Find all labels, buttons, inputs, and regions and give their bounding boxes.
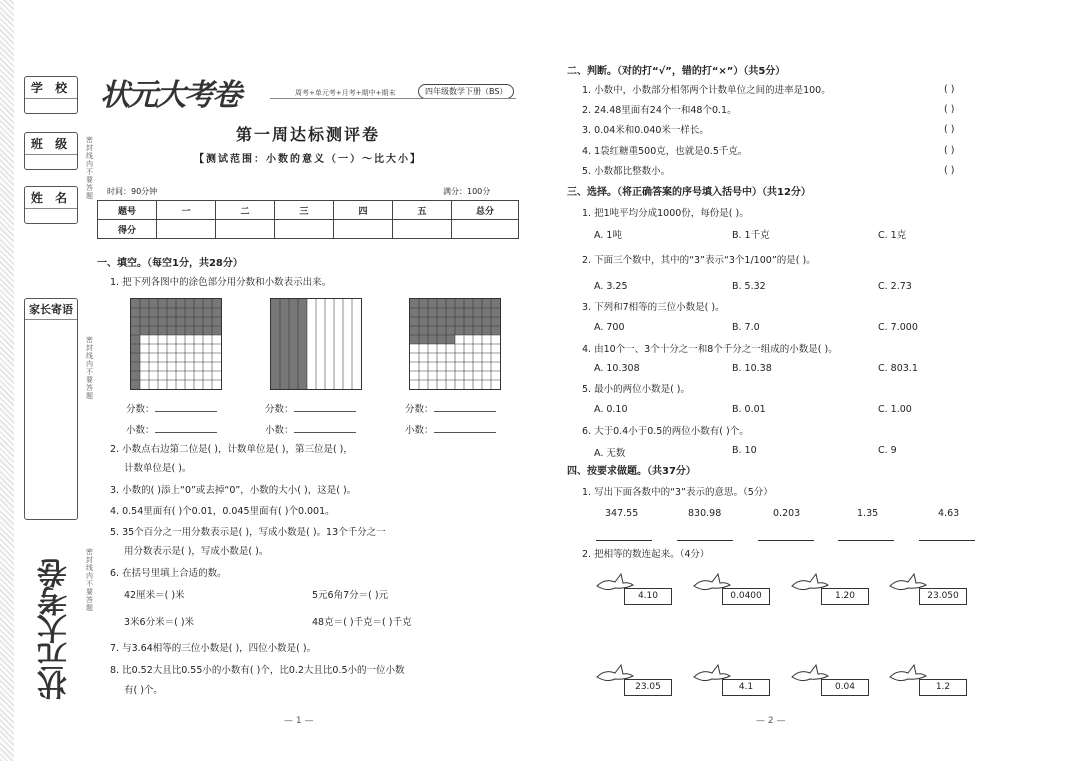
answer-bracket[interactable]: ( )	[944, 145, 955, 156]
seal-line-note: 密封线内不要答题	[86, 548, 93, 612]
judge-item: 3. 0.04米和0.040米一样长。	[582, 125, 709, 136]
answer-line[interactable]	[596, 540, 652, 541]
score-table	[97, 200, 519, 239]
option-a[interactable]: A. 3.25	[594, 281, 628, 292]
number-item: 830.98	[688, 508, 722, 519]
answer-line[interactable]	[434, 423, 496, 433]
question-5: 5. 35个百分之一用分数表示是( )，写成小数是( )。13个千分之一	[110, 527, 386, 538]
judge-item: 1. 小数中，小数部分相邻两个计数单位之间的进率是100。	[582, 85, 831, 96]
question-4: 4. 0.54里面有( )个0.01，0.045里面有( )个0.001。	[110, 506, 335, 517]
option-b[interactable]: B. 0.01	[732, 404, 766, 415]
fraction-label: 分数：	[126, 404, 155, 415]
decimal-field-2[interactable]	[265, 423, 356, 437]
table-cell: 五	[393, 201, 452, 220]
choice-question: 3. 下列和7相等的三位小数是( )。	[582, 302, 725, 313]
answer-line[interactable]	[919, 540, 975, 541]
question-2-cont: 计数单位是( )。	[124, 463, 192, 474]
answer-line[interactable]	[155, 423, 217, 433]
answer-line[interactable]	[155, 402, 217, 412]
table-row	[98, 220, 519, 239]
number-item: 4.63	[938, 508, 960, 519]
fraction-field-2[interactable]	[265, 402, 356, 416]
fraction-label: 分数：	[405, 404, 434, 415]
decorative-stripe	[0, 0, 14, 761]
choice-question: 6. 大于0.4小于0.5的两位小数有( )个。	[582, 426, 749, 437]
decimal-label: 小数：	[265, 425, 294, 436]
score-cell[interactable]	[216, 220, 275, 239]
seal-line-note: 密封线内不要答题	[86, 136, 93, 200]
class-input-line[interactable]	[25, 154, 77, 169]
section-1-title: 一、填空。（每空1分，共28分）	[97, 258, 243, 269]
score-cell[interactable]	[334, 220, 393, 239]
page-title: 第一周达标测评卷	[235, 125, 380, 144]
option-b[interactable]: B. 10	[732, 445, 757, 456]
question-8: 8. 比0.52大且比0.55小的小数有( )个，比0.2大且比0.5小的一位小数	[110, 665, 405, 676]
page-number-1: — 1 —	[284, 716, 314, 726]
number-box[interactable]: 23.05	[624, 679, 672, 696]
choice-question: 4. 由10个一、3个十分之一和8个千分之一组成的小数是( )。	[582, 344, 838, 355]
option-c[interactable]: C. 1克	[878, 230, 907, 241]
judge-item: 5. 小数都比整数小。	[582, 166, 671, 177]
header-divider	[270, 98, 516, 99]
score-cell[interactable]	[157, 220, 216, 239]
option-b[interactable]: B. 7.0	[732, 322, 760, 333]
name-label: 姓 名	[30, 191, 72, 205]
answer-line[interactable]	[758, 540, 814, 541]
answer-line[interactable]	[294, 402, 356, 412]
test-range: 【测试范围：小数的意义（一）～比大小】	[194, 154, 422, 165]
number-box[interactable]: 23.050	[919, 588, 967, 605]
section-2-title: 二、判断。（对的打“√”，错的打“×”）（共5分）	[567, 66, 786, 77]
question-8-cont: 有( )个。	[124, 685, 163, 696]
tagline: 周考+单元考+月考+期中+期末	[295, 89, 396, 97]
fraction-field-3[interactable]	[405, 402, 496, 416]
school-input-line[interactable]	[25, 98, 77, 113]
question-4-1: 1. 写出下面各数中的“3”表示的意思。（5分）	[582, 487, 773, 498]
option-b[interactable]: B. 10.38	[732, 363, 772, 374]
fraction-field-1[interactable]	[126, 402, 217, 416]
class-field[interactable]	[24, 132, 78, 170]
table-cell: 三	[275, 201, 334, 220]
option-c[interactable]: C. 1.00	[878, 404, 912, 415]
question-1: 1. 把下列各图中的涂色部分用分数和小数表示出来。	[110, 277, 332, 288]
option-c[interactable]: C. 803.1	[878, 363, 918, 374]
number-box[interactable]: 1.20	[821, 588, 869, 605]
question-5-cont: 用分数表示是( )，写成小数是( )。	[124, 546, 269, 557]
name-input-line[interactable]	[25, 208, 77, 223]
answer-bracket[interactable]: ( )	[944, 165, 955, 176]
school-label: 学 校	[30, 81, 72, 95]
seal-line-note: 密封线内不要答题	[86, 336, 93, 400]
grade-badge: 四年级数学下册（BS）	[418, 84, 514, 99]
option-a[interactable]: A. 700	[594, 322, 625, 333]
score-cell[interactable]	[393, 220, 452, 239]
option-a[interactable]: A. 10.308	[594, 363, 640, 374]
judge-item: 4. 1袋红糖重500克，也就是0.5千克。	[582, 146, 748, 157]
grid-figure-2	[270, 298, 362, 390]
choice-question: 5. 最小的两位小数是( )。	[582, 384, 691, 395]
answer-bracket[interactable]: ( )	[944, 104, 955, 115]
number-box[interactable]: 1.2	[919, 679, 967, 696]
question-6: 6. 在括号里填上合适的数。	[110, 568, 227, 579]
decimal-label: 小数：	[126, 425, 155, 436]
answer-line[interactable]	[294, 423, 356, 433]
full-score: 满分：100分	[443, 187, 491, 196]
question-6b: 5元6角7分＝( )元	[312, 590, 389, 601]
table-cell: 得分	[98, 220, 157, 239]
option-a[interactable]: A. 1吨	[594, 230, 622, 241]
score-cell[interactable]	[452, 220, 519, 239]
table-cell: 四	[334, 201, 393, 220]
grid-figure-1	[130, 298, 222, 390]
option-a[interactable]: A. 无数	[594, 448, 626, 459]
option-c[interactable]: C. 2.73	[878, 281, 912, 292]
option-c[interactable]: C. 7.000	[878, 322, 918, 333]
name-field[interactable]	[24, 186, 78, 224]
page-number-2: — 2 —	[756, 716, 786, 726]
answer-bracket[interactable]: ( )	[944, 84, 955, 95]
decimal-label: 小数：	[405, 425, 434, 436]
number-box[interactable]: 4.1	[722, 679, 770, 696]
table-cell: 二	[216, 201, 275, 220]
question-7: 7. 与3.64相等的三位小数是( )，四位小数是( )。	[110, 643, 317, 654]
decimal-field-3[interactable]	[405, 423, 496, 437]
grid-figure-3	[409, 298, 501, 390]
table-cell: 题号	[98, 201, 157, 220]
number-item: 347.55	[605, 508, 639, 519]
answer-line[interactable]	[838, 540, 894, 541]
table-cell: 总分	[452, 201, 519, 220]
parent-message-box[interactable]	[24, 298, 78, 520]
number-box[interactable]: 0.0400	[722, 588, 770, 605]
fraction-label: 分数：	[265, 404, 294, 415]
time-limit: 时间：90分钟	[107, 187, 158, 196]
number-box[interactable]: 4.10	[624, 588, 672, 605]
class-label: 班 级	[30, 137, 72, 151]
number-box[interactable]: 0.04	[821, 679, 869, 696]
parent-message-label: 家长寄语	[25, 299, 77, 320]
table-cell: 一	[157, 201, 216, 220]
number-item: 0.203	[773, 508, 801, 519]
choice-question: 2. 下面三个数中，其中的“3”表示“3个1/100”的是( )。	[582, 255, 816, 266]
answer-line[interactable]	[434, 402, 496, 412]
answer-line[interactable]	[677, 540, 733, 541]
decimal-field-1[interactable]	[126, 423, 217, 437]
judge-item: 2. 24.48里面有24个一和48个0.1。	[582, 105, 737, 116]
choice-question: 1. 把1吨平均分成1000份，每份是( )。	[582, 208, 749, 219]
question-6a: 42厘米＝( )米	[124, 590, 185, 601]
question-4-2: 2. 把相等的数连起来。（4分）	[582, 549, 710, 560]
option-b[interactable]: B. 5.32	[732, 281, 766, 292]
school-field[interactable]	[24, 76, 78, 114]
question-6c: 3米6分米＝( )米	[124, 617, 195, 628]
number-item: 1.35	[857, 508, 879, 519]
question-3: 3. 小数的( )添上“0”或去掉“0”，小数的大小( )，这是( )。	[110, 485, 357, 496]
answer-bracket[interactable]: ( )	[944, 124, 955, 135]
section-3-title: 三、选择。（将正确答案的序号填入括号中）（共12分）	[567, 187, 811, 198]
option-b[interactable]: B. 1千克	[732, 230, 770, 241]
question-2: 2. 小数点右边第二位是( )，计数单位是( )，第三位是( )，	[110, 444, 353, 455]
table-row	[98, 201, 519, 220]
strip-logo: 状元大考卷	[38, 560, 73, 700]
option-a[interactable]: A. 0.10	[594, 404, 628, 415]
option-c[interactable]: C. 9	[878, 445, 897, 456]
score-cell[interactable]	[275, 220, 334, 239]
section-4-title: 四、按要求做题。（共37分）	[567, 466, 696, 477]
binding-strip	[0, 0, 92, 761]
brand-logo: 状元大考卷	[100, 78, 240, 113]
question-6d: 48克＝( )千克＝( )千克	[312, 617, 412, 628]
